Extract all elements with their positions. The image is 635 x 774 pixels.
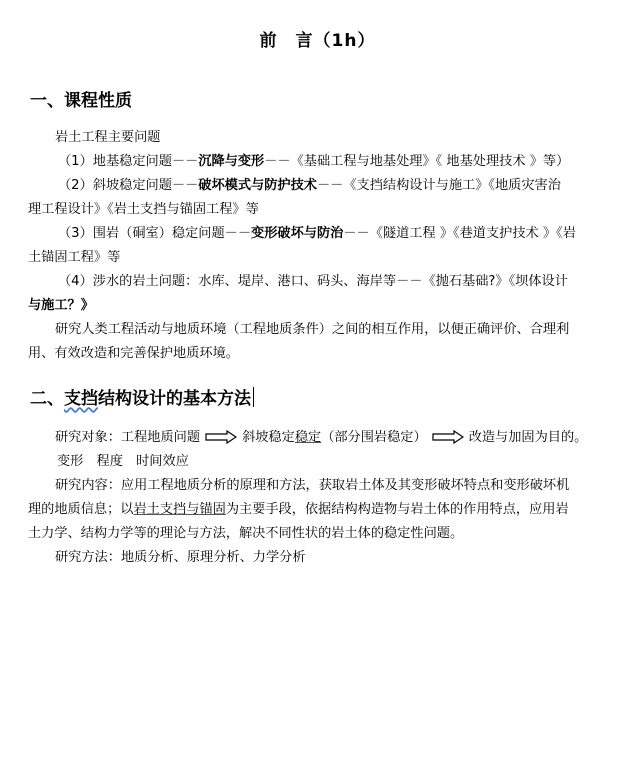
content-prefix: 理的地质信息；以 [28, 502, 134, 517]
research-method-line: 研究方法：地质分析、原理分析、力学分析 [55, 550, 306, 565]
item3-bold: 变形破坏与防治 [251, 226, 344, 241]
item2-prefix: （2）斜坡稳定问题－－ [58, 178, 199, 193]
research-object-note: （部分围岩稳定） [321, 430, 427, 445]
page-title: 前 言（1h） [259, 31, 376, 51]
item4-cont: 与施工？》 [28, 298, 94, 313]
item3-suffix: －－《隧道工程 》《巷道支护技术 》《岩 [343, 226, 576, 241]
section2-heading [30, 384, 254, 409]
section2-heading-spellcheck: 支挡 [64, 389, 98, 409]
item1-suffix: －－《基础工程与地基处理》《 地基处理技术 》等） [264, 154, 570, 169]
item3-cont: 土锚固工程》等 [28, 250, 121, 265]
para1-line: 研究人类工程活动与地质环境（工程地质条件）之间的相互作用，以便正确评价、合理利 [55, 322, 570, 337]
research-object-slope: 斜坡稳定 [242, 430, 295, 445]
item1-bold: 沉降与变形 [198, 154, 265, 169]
section2-heading-rest: 结构设计的基本方法 [98, 389, 251, 409]
research-content-line: 研究内容：应用工程地质分析的原理和方法，获取岩土体及其变形破坏特点和变形破坏机 [55, 478, 570, 493]
item2-cont: 理工程设计》《岩土支挡与锚固工程》等 [28, 202, 259, 217]
research-object-goal: 改造与加固为目的。 [468, 430, 588, 445]
item3-prefix: （3）围岩（硐室）稳定问题－－ [58, 226, 252, 241]
item1-prefix: （1）地基稳定问题－－ [58, 154, 199, 169]
research-content-cont [28, 501, 569, 519]
item3-line [58, 225, 576, 243]
content-suffix: 为主要手段，依据结构构造物与岩土体的作用特点，应用岩 [225, 502, 569, 517]
item2-bold: 破坏模式与防护技术 [198, 178, 317, 193]
para1-cont: 用、有效改造和完善保护地质环境。 [28, 346, 239, 361]
item2-line [58, 177, 561, 195]
research-object-label: 研究对象：工程地质问题 [55, 430, 201, 445]
item4-line: （4）涉水的岩土问题：水库、堤岸、港口、码头、海岸等－－《抛石基础?》《坝体设计 [58, 274, 568, 289]
text-cursor [253, 387, 254, 407]
item2-suffix: －－《支挡结构设计与施工》《地质灾害治 [316, 178, 561, 193]
item1-line [58, 153, 569, 171]
arrow-right-icon [205, 430, 237, 444]
section2-number: 二、 [30, 389, 64, 409]
intro-line: 岩土工程主要问题 [55, 130, 161, 145]
arrow-right-icon [432, 430, 464, 444]
research-object-line [55, 429, 587, 447]
content-underlined: 岩土支挡与锚固 [133, 502, 226, 517]
aspects-line: 变形 程度 时间效应 [57, 454, 189, 469]
research-content-cont2: 土力学、结构力学等的理论与方法，解决不同性状的岩土体的稳定性问题。 [28, 526, 464, 541]
section1-heading: 一、课程性质 [30, 91, 132, 111]
research-object-stability: 稳定 [294, 430, 322, 445]
